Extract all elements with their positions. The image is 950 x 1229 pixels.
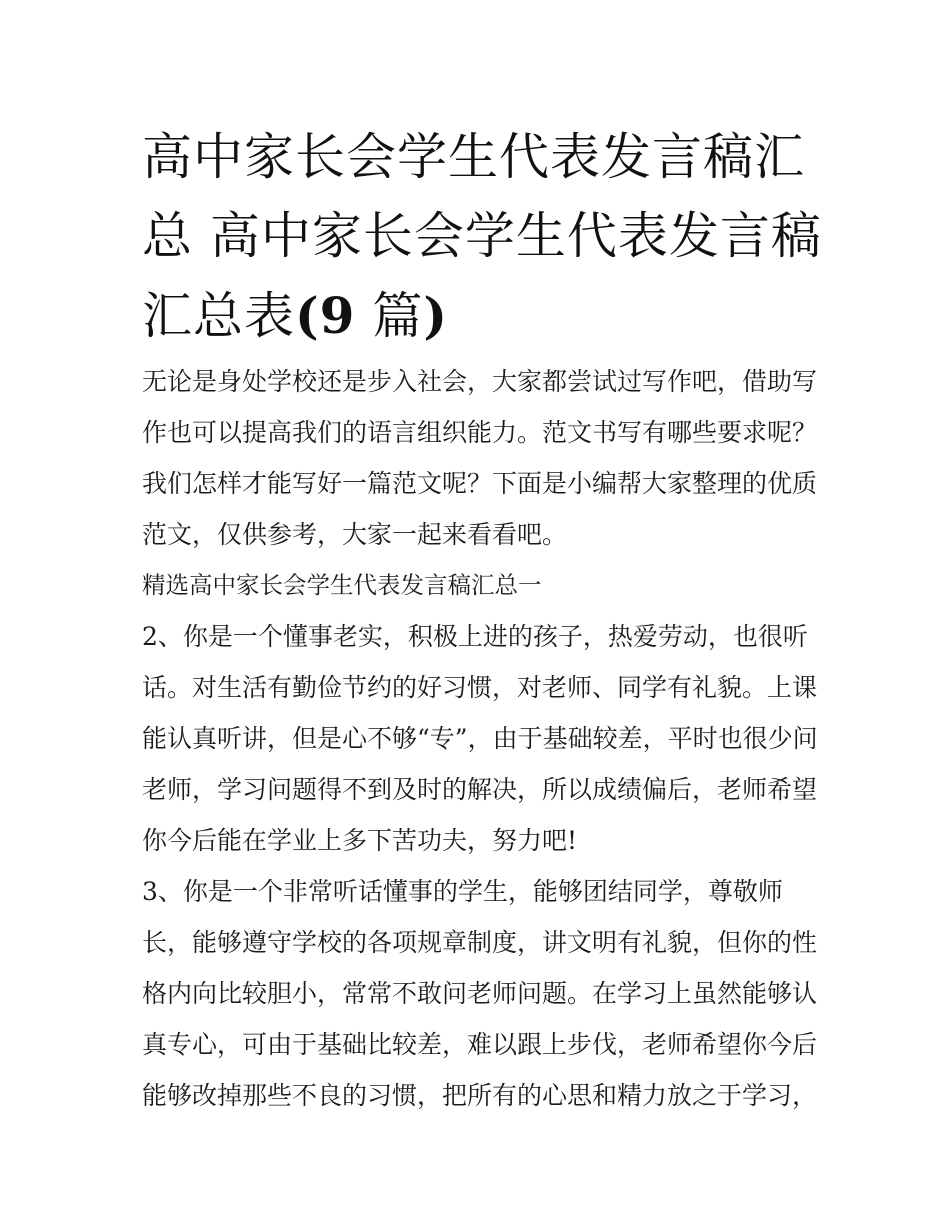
- section-heading: 精选高中家长会学生代表发言稿汇总一: [142, 571, 542, 599]
- item-2-line-4: 老师，学习问题得不到及时的解决，所以成绩偏后，老师希望: [142, 775, 818, 804]
- item-2-line-1: 2、你是一个懂事老实，积极上进的孩子，热爱劳动，也很听: [142, 622, 808, 651]
- title-line-2: 总 高中家长会学生代表发言稿: [142, 207, 822, 265]
- intro-line-2: 作也可以提高我们的语言组织能力。范文书写有哪些要求呢？: [142, 418, 818, 447]
- title-line-1: 高中家长会学生代表发言稿汇: [142, 128, 805, 186]
- item-2-line-3: 能认真听讲，但是心不够“专”，由于基础较差，平时也很少问: [142, 724, 818, 753]
- item-2-line-5: 你今后能在学业上多下苦功夫，努力吧!: [142, 826, 578, 855]
- intro-line-3: 我们怎样才能写好一篇范文呢？下面是小编帮大家整理的优质: [142, 469, 818, 498]
- item-2-line-2: 话。对生活有勤俭节约的好习惯，对老师、同学有礼貌。上课: [142, 673, 818, 702]
- item-3-line-3: 格内向比较胆小，常常不敢问老师问题。在学习上虽然能够认: [142, 979, 818, 1008]
- document-body: [142, 356, 832, 1121]
- item-3-line-5: 能够改掉那些不良的习惯，把所有的心思和精力放之于学习，: [142, 1081, 818, 1110]
- intro-line-4: 范文，仅供参考，大家一起来看看吧。: [142, 520, 568, 549]
- item-3-line-2: 长，能够遵守学校的各项规章制度，讲文明有礼貌，但你的性: [142, 928, 818, 957]
- item-3-line-4: 真专心，可由于基础比较差，难以跟上步伐，老师希望你今后: [142, 1030, 818, 1059]
- intro-line-1: 无论是身处学校还是步入社会，大家都尝试过写作吧，借助写: [142, 367, 818, 396]
- title-line-3: 汇总表(9 篇): [142, 286, 449, 345]
- item-3-line-1: 3、你是一个非常听话懂事的学生，能够团结同学，尊敬师: [142, 877, 783, 906]
- document-title: [142, 118, 832, 356]
